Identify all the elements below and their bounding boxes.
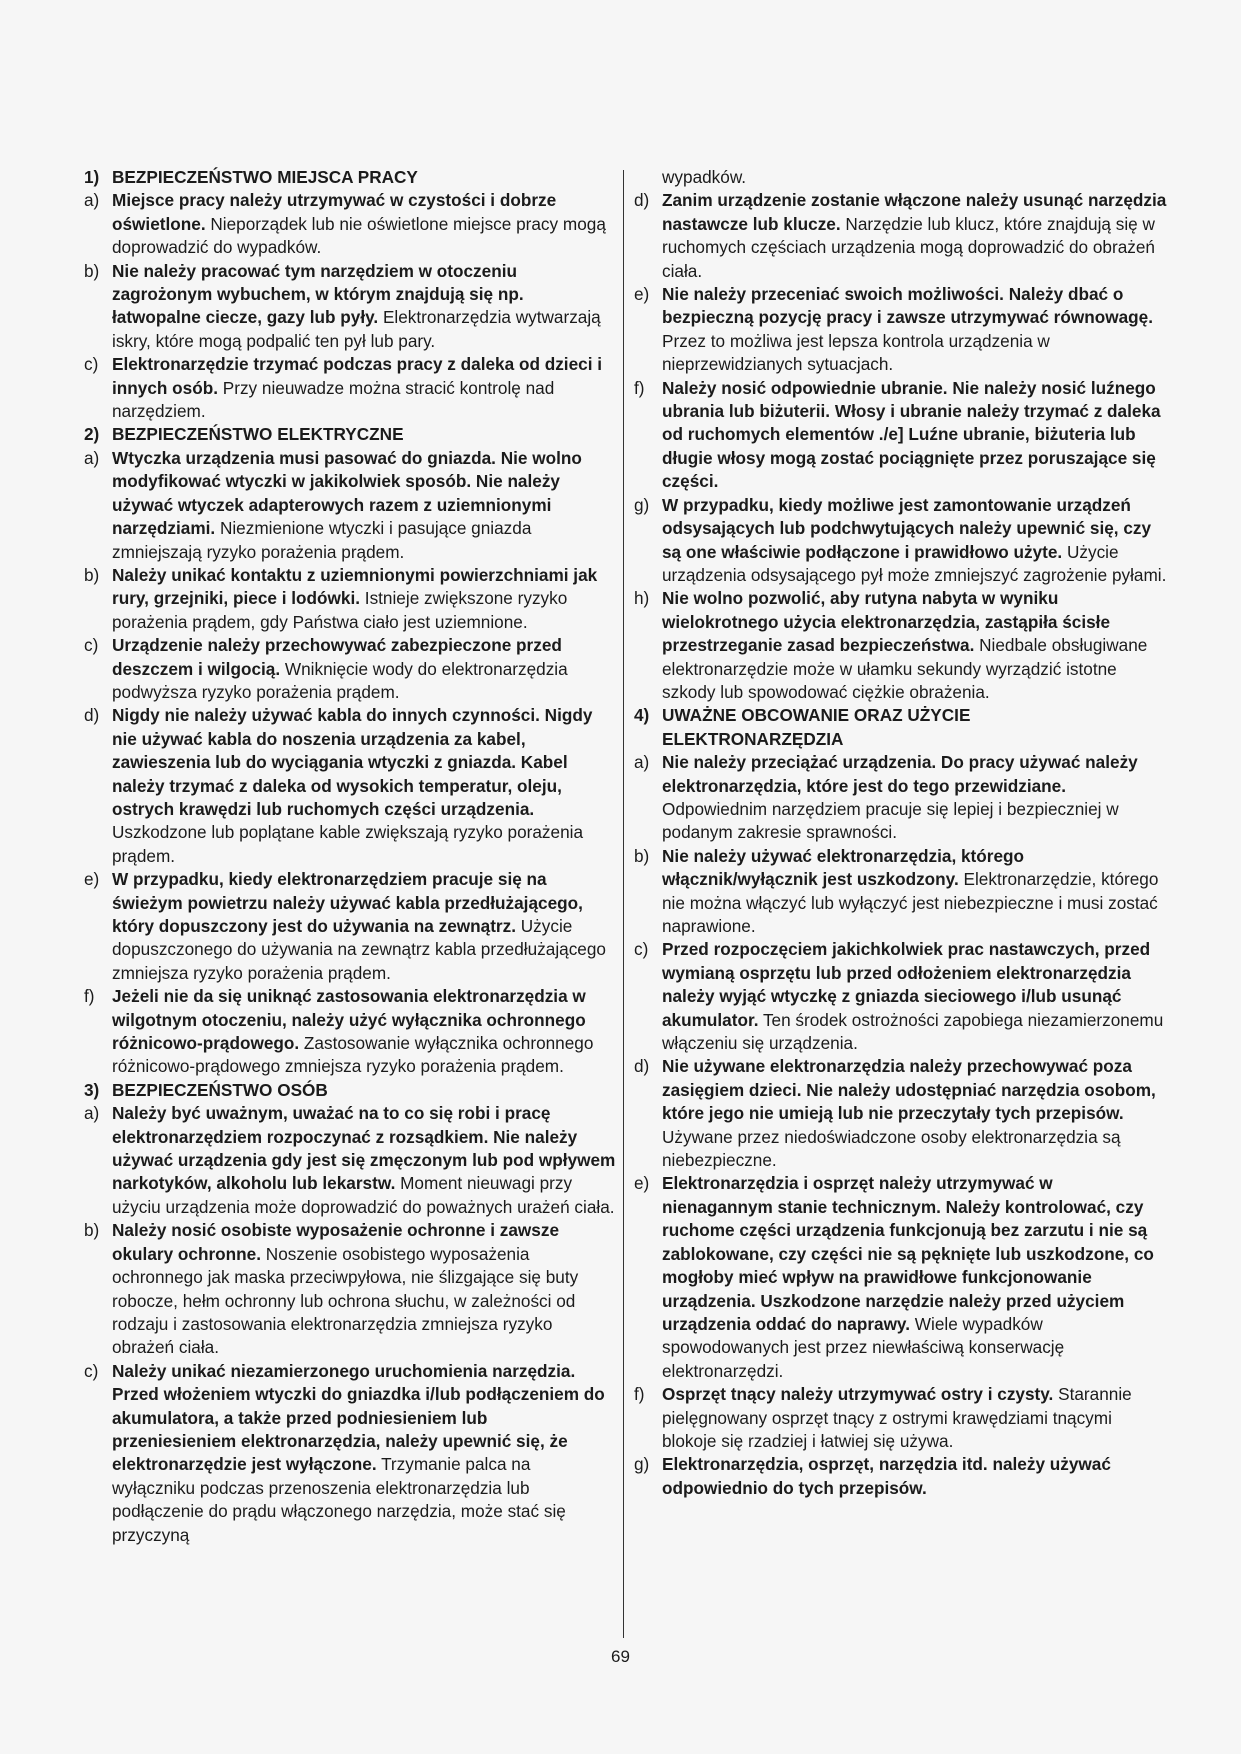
list-item: a) Wtyczka urządzenia musi pasować do gniazda. Nie wolno modyfikować wtyczki w jakikolwiek sposób. Nie należy używać wtyczek adapterowych razem z uziemnionymi narzędziami. Niezmienione wtyczki i pasujące gniazda zmniejszają ryzyko porażenia prądem. xyxy=(84,447,582,562)
list-item: g) Elektronarzędzia, osprzęt, narzędzia itd. należy używać odpowiednio do tych przepisów. xyxy=(634,1454,1111,1498)
left-column xyxy=(84,166,616,1547)
section-heading-1: 1) BEZPIECZEŃSTWO MIEJSCA PRACY xyxy=(84,167,418,187)
list-item: b) Nie należy pracować tym narzędziem w otoczeniu zagrożonym wybuchem, w którym znajdują się np. łatwopalne ciecze, gazy lub pyły. Elektronarzędzia wytwarzają iskry, które mogą podpalić ten pył lub pary. xyxy=(84,260,601,351)
list-item: f) Należy nosić odpowiednie ubranie. Nie należy nosić luźnego ubrania lub biżuterii. Włosy i ubranie należy trzymać z daleka od ruchomych elementów ./e] Luźne ubranie, biżuteria lub długie włosy mogą zostać pociągnięte przez poruszające się części. xyxy=(634,377,1161,492)
list-item: b) Należy nosić osobiste wyposażenie ochronne i zawsze okulary ochronne. Noszenie osobistego wyposażenia ochronnego jak maska przeciwpyłowa, nie ślizgające się buty robocze, hełm ochronny lub ochrona słuchu, w zależności od rodzaju i zastosowania elektronarzędzia zmniejsza ryzyko obrażeń ciała. xyxy=(84,1220,579,1358)
list-item: g) W przypadku, kiedy możliwe jest zamontowanie urządzeń odsysających lub podchwytujących należy upewnić się, czy są one właściwie podłączone i prawidłowo użyte. Użycie urządzenia odsysającego pył może zmniejszyć zagrożenie pyłami. xyxy=(634,494,1167,585)
list-item: a) Miejsce pracy należy utrzymywać w czystości i dobrze oświetlone. Nieporządek lub nie oświetlone miejsce pracy mogą doprowadzić do wypadków. xyxy=(84,190,606,258)
list-item: a) Należy być uważnym, uważać na to co się robi i pracę elektronarzędziem rozpoczynać z rozsądkiem. Nie należy używać urządzenia gdy jest się zmęczonym lub pod wpływem narkotyków, alkoholu lub lekarstw. Moment nieuwagi przy użyciu urządzenia może doprowadzić do poważnych urażeń ciała. xyxy=(84,1103,616,1217)
list-item: e) Elektronarzędzia i osprzęt należy utrzymywać w nienagannym stanie technicznym. Należy kontrolować, czy ruchome części urządzenia funkcjonują bez zarzutu i nie są zablokowane, czy części nie są pęknięte lub uszkodzone, co mogłoby mieć wpływ na prawidłowe funkcjonowanie urządzenia. Uszkodzone narzędzie należy przed użyciem urządzenia oddać do naprawy. Wiele wypadków spowodowanych jest przez niewłaściwą konserwację elektronarzędzi. xyxy=(634,1173,1154,1381)
continued-text: wypadków. xyxy=(662,167,747,187)
list-item: b) Nie należy używać elektronarzędzia, którego włącznik/wyłącznik jest uszkodzony. Elektronarzędzie, którego nie można włączyć lub wyłączyć jest niebezpieczne i musi zostać naprawione. xyxy=(634,845,1159,936)
list-item: d) Zanim urządzenie zostanie włączone należy usunąć narzędzia nastawcze lub klucze. Narzędzie lub klucz, które znajdują się w ruchomych częściach urządzenia mogą doprowadzić do obrażeń ciała. xyxy=(634,190,1167,281)
list-item: e) Nie należy przeceniać swoich możliwości. Należy dbać o bezpieczną pozycję pracy i zawsze utrzymywać równowagę. Przez to możliwa jest lepsza kontrola urządzenia w nieprzewidzianych sytuacjach. xyxy=(634,284,1153,375)
list-item: c) Urządzenie należy przechowywać zabezpieczone przed deszczem i wilgocią. Wniknięcie wody do elektronarzędzia podwyższa ryzyko porażenia prądem. xyxy=(84,635,568,702)
section-heading-4: 4) UWAŻNE OBCOWANIE ORAZ UŻYCIE xyxy=(634,705,971,726)
list-item: c) Przed rozpoczęciem jakichkolwiek prac nastawczych, przed wymianą osprzętu lub przed odłożeniem elektronarzędzia należy wyjąć wtyczkę z gniazda sieciowego i/lub usunąć akumulator. Ten środek ostrożności zapobiega niezamierzonemu włączeniu się urządzenia. xyxy=(634,939,1164,1054)
list-item: h) Nie wolno pozwolić, aby rutyna nabyta w wyniku wielokrotnego użycia elektronarzędzia, zastąpiła ścisłe przestrzeganie zasad bezpieczeństwa. Niedbale obsługiwane elektronarzędzie może w ułamku sekundy wyrządzić istotne szkody lub spowodować ciężkie obrażenia. xyxy=(634,588,1148,702)
section-heading-4-line2: ELEKTRONARZĘDZIA xyxy=(662,728,844,749)
list-item: c) Należy unikać niezamierzonego uruchomienia narzędzia. Przed włożeniem wtyczki do gniazdka i/lub podłączeniem do akumulatora, a także przed podniesieniem lub przeniesieniem elektronarzędzia, należy upewnić się, że elektronarzędzie jest wyłączone. Trzymanie palca na wyłączniku podczas przenoszenia elektronarzędzia lub podłączenie do prądu włączonego narzędzia, może stać się przyczyną xyxy=(84,1360,605,1545)
list-item: c) Elektronarzędzie trzymać podczas pracy z daleka od dzieci i innych osób. Przy nieuwadze można stracić kontrolę nad narzędziem. xyxy=(84,354,603,422)
list-item: f) Jeżeli nie da się uniknąć zastosowania elektronarzędzia w wilgotnym otoczeniu, należy użyć wyłącznika ochronnego różnicowo-prądowego. Zastosowanie wyłącznika ochronnego różnicowo-prądowego zmniejsza ryzyko porażenia prądem. xyxy=(84,986,594,1077)
section-heading-3: 3) BEZPIECZEŃSTWO OSÓB xyxy=(84,1079,328,1100)
list-item: b) Należy unikać kontaktu z uziemnionymi powierzchniami jak rury, grzejniki, piece i lodówki. Istnieje zwiększone ryzyko porażenia prądem, gdy Państwa ciało jest uziemnione. xyxy=(84,564,598,632)
list-item: f) Osprzęt tnący należy utrzymywać ostry i czysty. Starannie pielęgnowany osprzęt tnący z ostrymi krawędziami tnącymi blokoje się rzadziej i łatwiej się używa. xyxy=(634,1384,1132,1451)
page-number: 69 xyxy=(611,1647,630,1666)
list-item: e) W przypadku, kiedy elektronarzędziem pracuje się na świeżym powietrzu należy używać kabla przedłużającego, który dopuszczony jest do używania na zewnątrz. Użycie dopuszczonego do używania na zewnątrz kabla przedłużającego zmniejsza ryzyko porażenia prądem. xyxy=(84,869,606,983)
right-column xyxy=(634,166,1168,1500)
section-heading-2: 2) BEZPIECZEŃSTWO ELEKTRYCZNE xyxy=(84,424,404,445)
list-item: d) Nie używane elektronarzędzia należy przechowywać poza zasięgiem dzieci. Nie należy udostępniać narzędzia osobom, które jego nie umieją lub nie przeczytały tych przepisów. Używane przez niedoświadczone osoby elektronarzędzia są niebezpieczne. xyxy=(634,1056,1156,1171)
column-divider xyxy=(623,170,624,1638)
list-item: a) Nie należy przeciążać urządzenia. Do pracy używać należy elektronarzędzia, które jest do tego przewidziane. Odpowiednim narzędziem pracuje się lepiej i bezpieczniej w podanym zakresie sprawności. xyxy=(634,752,1138,843)
list-item: d) Nigdy nie należy używać kabla do innych czynności. Nigdy nie używać kabla do noszenia urządzenia za kabel, zawieszenia lub do wyciągania wtyczki z gniazda. Kabel należy trzymać z daleka od wysokich temperatur, oleju, ostrych krawędzi lub ruchomych części urządzenia. Uszkodzone lub poplątane kable zwiększają ryzyko porażenia prądem. xyxy=(84,705,593,866)
